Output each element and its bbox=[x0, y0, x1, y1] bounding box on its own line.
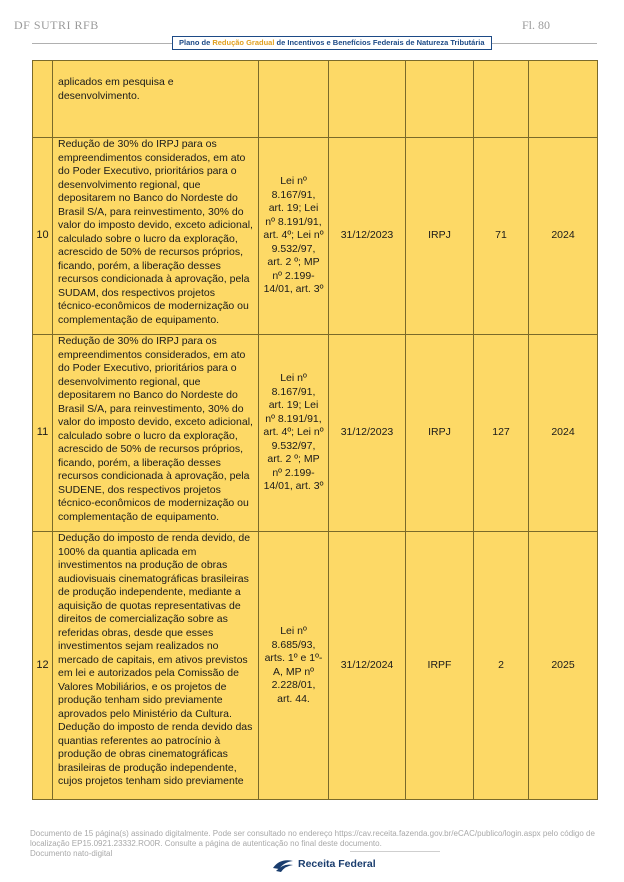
stamp-unit: DF SUTRI RFB bbox=[14, 18, 99, 32]
plan-title bbox=[172, 36, 492, 50]
row-tax: IRPJ bbox=[406, 335, 474, 532]
receita-federal-name: Receita Federal bbox=[298, 858, 376, 870]
row-legal-basis: Lei nº 8.167/91, art. 19; Lei nº 8.191/91, art. 4º; Lei nº 9.532/97, art. 2 º; MP nº 2.199-14/01, art. 3º bbox=[259, 138, 329, 335]
row-year: 2025 bbox=[529, 532, 598, 800]
row-value: 2 bbox=[474, 532, 529, 800]
row-end-date: 31/12/2024 bbox=[329, 532, 406, 800]
row-tax bbox=[406, 61, 474, 138]
row-value bbox=[474, 61, 529, 138]
row-value: 127 bbox=[474, 335, 529, 532]
receita-federal-logo bbox=[272, 855, 376, 873]
row-number bbox=[33, 61, 53, 138]
table-row bbox=[33, 138, 598, 335]
plan-title-part1: Plano de bbox=[179, 38, 213, 47]
row-description: Dedução do imposto de renda devido, de 100% da quantia aplicada em investimentos na produção de obras audiovisuais cinematográficas brasileiras de produção independente, mediante a aquisição de quotas representativas de direitos de comercialização sobre as referidas obras, desde que esses investimentos sejam realizados no mercado de capitais, em ativos previstos em lei e autorizados pela Comissão de Valores Mobiliários, e os projetos de produção tenham sido previamente aprovados pelo Ministério da Cultura. Dedução do imposto de renda devido das quantias referentes ao patrocínio à produção de obras cinematográficas brasileiras de produção independente, cujos projetos tenham sido previamente bbox=[53, 532, 259, 800]
row-legal-basis: Lei nº 8.167/91, art. 19; Lei nº 8.191/91, art. 4º; Lei nº 9.532/97, art. 2 º; MP nº 2.199-14/01, art. 3º bbox=[259, 335, 329, 532]
row-description: aplicados em pesquisa e desenvolvimento. bbox=[53, 61, 259, 138]
row-number: 10 bbox=[33, 138, 53, 335]
row-number: 12 bbox=[33, 532, 53, 800]
row-end-date bbox=[329, 61, 406, 138]
row-year: 2024 bbox=[529, 138, 598, 335]
row-year bbox=[529, 61, 598, 138]
stamp-page-number: Fl. 80 bbox=[521, 18, 550, 32]
table-row bbox=[33, 61, 598, 138]
row-tax: IRPF bbox=[406, 532, 474, 800]
table-row bbox=[33, 335, 598, 532]
row-number: 11 bbox=[33, 335, 53, 532]
row-description: Redução de 30% do IRPJ para os empreendimentos considerados, em ato do Poder Executivo, prioritários para o desenvolvimento regional, que depositarem no Banco do Nordeste do Brasil S/A, para reinvestimento, 30% do valor do imposto devido, exceto adicional, calculado sobre o lucro da exploração, acrescido de 50% de recursos próprios, ficando, porém, a liberação desses recursos condicionada à aprovação, pela SUDENE, dos respectivos projetos técnico-econômicos de modernização ou complementação de equipamento. bbox=[53, 335, 259, 532]
signature-notice-text: Documento de 15 página(s) assinado digitalmente. Pode ser consultado no endereço https://cav.receita.fazenda.gov.br/eCAC/publico/login.aspx pelo código de localização EP15.0921.23332.RO0R. Consulte a página de autenticação no final deste documento. bbox=[30, 829, 595, 848]
row-tax: IRPJ bbox=[406, 138, 474, 335]
row-year: 2024 bbox=[529, 335, 598, 532]
plan-title-highlight: Redução Gradual bbox=[212, 38, 275, 47]
row-legal-basis bbox=[259, 61, 329, 138]
row-description: Redução de 30% do IRPJ para os empreendimentos considerados, em ato do Poder Executivo, prioritários para o desenvolvimento regional, que depositarem no Banco do Nordeste do Brasil S/A, para reinvestimento, 30% do valor do imposto devido, exceto adicional, calculado sobre o lucro da exploração, acrescido de 50% de recursos próprios, ficando, porém, a liberação desses recursos condicionada à aprovação, pela SUDAM, dos respectivos projetos técnico-econômicos de modernização ou complementação de equipamento. bbox=[53, 138, 259, 335]
row-end-date: 31/12/2023 bbox=[329, 138, 406, 335]
receita-federal-emblem-icon bbox=[272, 855, 294, 873]
table-row bbox=[33, 532, 598, 800]
row-legal-basis: Lei nº 8.685/93, arts. 1º e 1º-A, MP nº 2.228/01, art. 44. bbox=[259, 532, 329, 800]
plan-header bbox=[32, 36, 597, 50]
benefits-table bbox=[32, 60, 598, 800]
footer-divider bbox=[350, 851, 440, 852]
plan-title-part3: de Incentivos e Benefícios Federais de Natureza Tributária bbox=[274, 38, 485, 47]
document-origin: Documento nato-digital bbox=[30, 849, 113, 858]
row-end-date: 31/12/2023 bbox=[329, 335, 406, 532]
row-value: 71 bbox=[474, 138, 529, 335]
